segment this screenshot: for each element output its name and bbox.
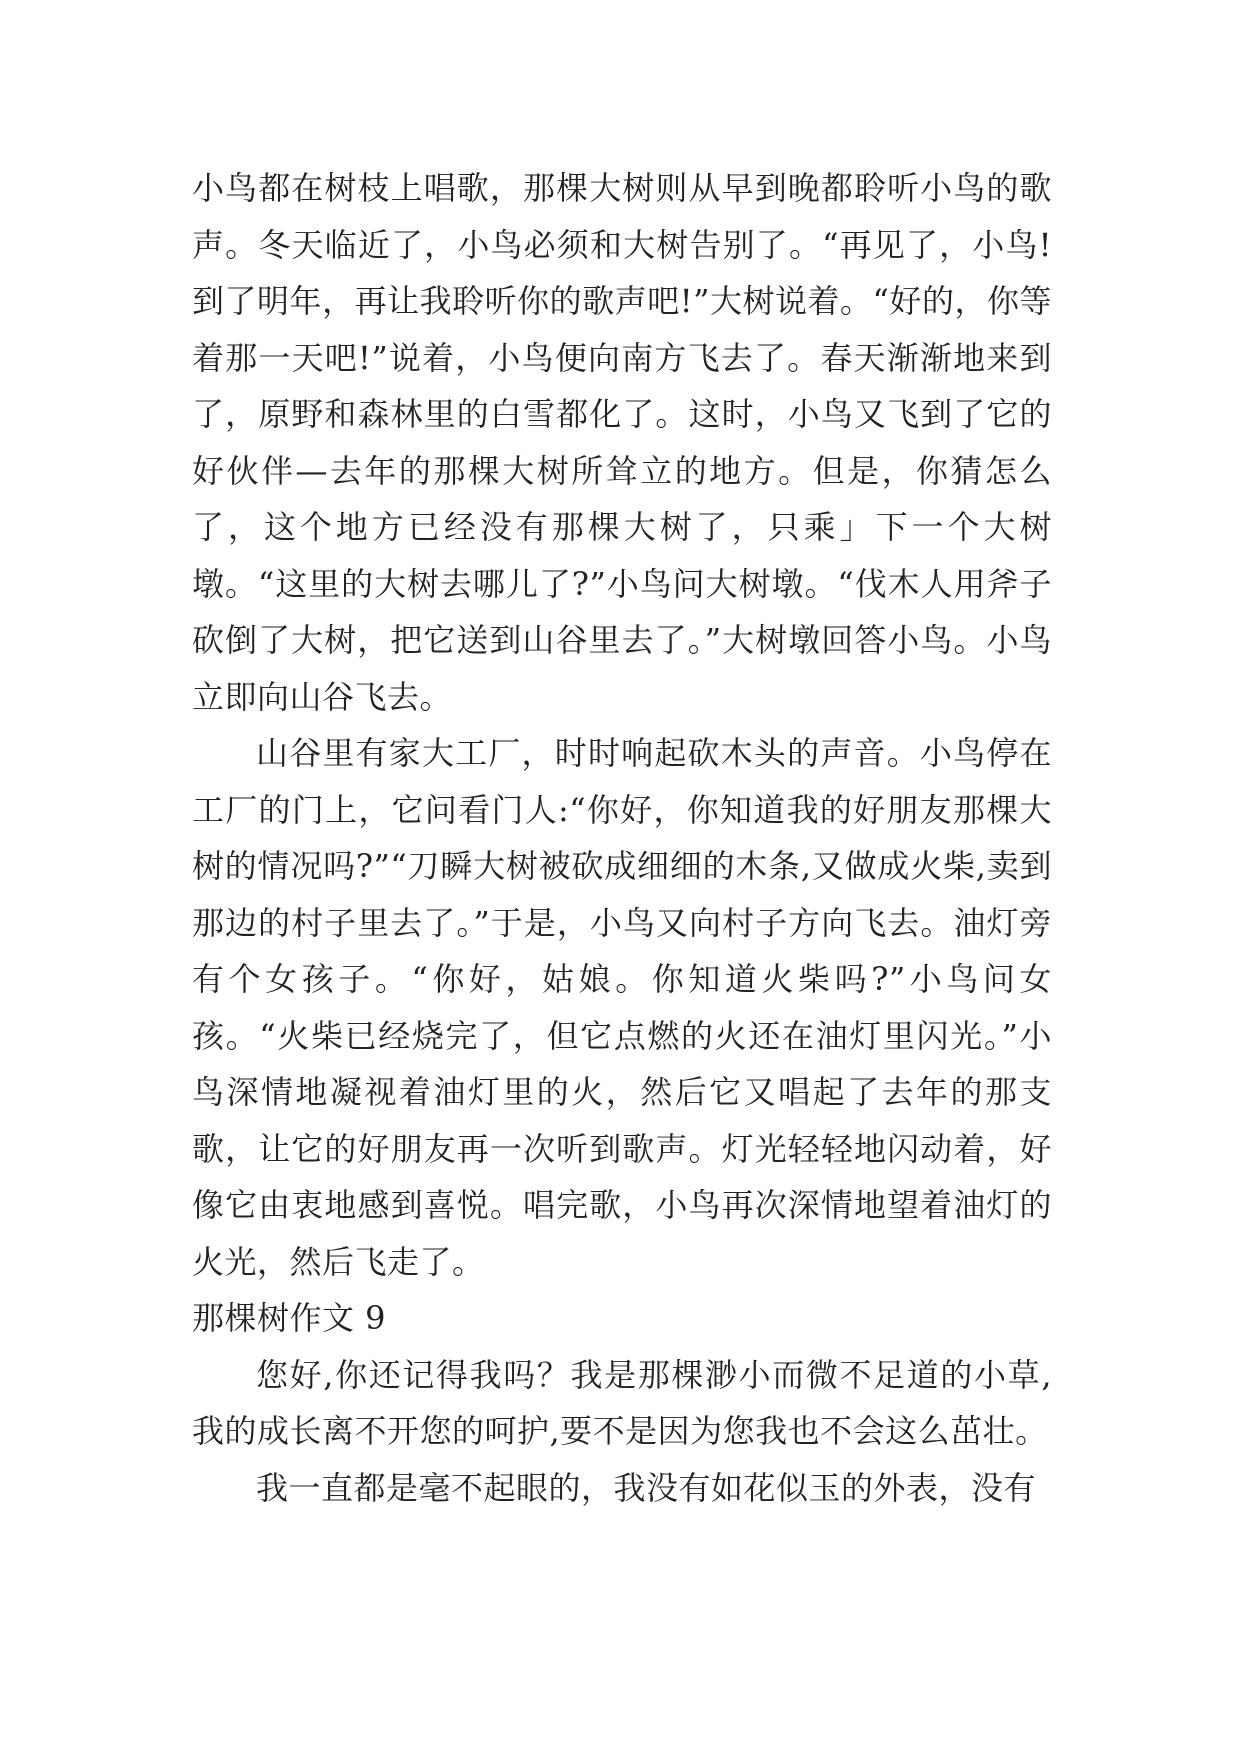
document-body (192, 160, 1052, 1516)
paragraph-2: 山谷里有家大工厂，时时响起砍木头的声音。小鸟停在工厂的门上，它问看门人:“你好，你知道我的好朋友那棵大树的情况吗?”“刀瞬大树被砍成细细的木条,又做成火柴,卖到那边的村子里去了。”于是，小鸟又向村子方向飞去。油灯旁有个女孩子。“你好，姑娘。你知道火柴吗?”小鸟问女孩。“火柴已经烧完了，但它点燃的火还在油灯里闪光。”小鸟深情地凝视着油灯里的火，然后它又唱起了去年的那支歌，让它的好朋友再一次听到歌声。灯光轻轻地闪动着，好像它由衷地感到喜悦。唱完歌，小鸟再次深情地望着油灯的火光，然后飞走了。 (192, 734, 1052, 1281)
paragraph-4: 我一直都是毫不起眼的，我没有如花似玉的外表，没有 (256, 1468, 1037, 1507)
section-heading: 那棵树作文 9 (192, 1299, 387, 1337)
paragraph-1: 小鸟都在树枝上唱歌，那棵大树则从早到晚都聆听小鸟的歌声。冬天临近了，小鸟必须和大树告别了。“再见了，小鸟!到了明年，再让我聆听你的歌声吧!”大树说着。“好的，你等着那一天吧!”说着，小鸟便向南方飞去了。春天渐渐地来到了，原野和森林里的白雪都化了。这时，小鸟又飞到了它的好伙伴—去年的那棵大树所耸立的地方。但是，你猜怎么了，这个地方已经没有那棵大树了，只乘」下一个大树墩。“这里的大树去哪儿了?”小鸟问大树墩。“伐木人用斧子砍倒了大树，把它送到山谷里去了。”大树墩回答小鸟。小鸟立即向山谷飞去。 (192, 169, 1052, 716)
paragraph-3: 您好,你还记得我吗？我是那棵渺小而微不足道的小草,我的成长离不开您的呵护,要不是因为您我也不会这么茁壮。 (192, 1355, 1052, 1450)
